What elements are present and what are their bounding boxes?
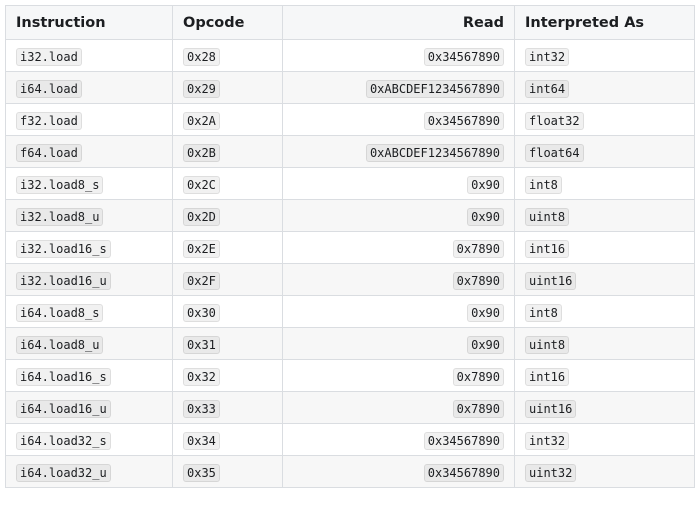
opcode-cell (173, 40, 283, 72)
instruction-cell (6, 328, 173, 360)
interpreted-as-code: uint16 (525, 400, 576, 418)
interpreted-as-cell (515, 328, 695, 360)
opcode-cell (173, 296, 283, 328)
read-code: 0x34567890 (424, 48, 504, 66)
interpreted-as-code: uint16 (525, 272, 576, 290)
opcode-cell (173, 72, 283, 104)
opcode-code: 0x2A (183, 112, 220, 130)
opcode-cell (173, 392, 283, 424)
opcode-code: 0x35 (183, 464, 220, 482)
interpreted-as-code: int8 (525, 304, 562, 322)
interpreted-as-cell (515, 232, 695, 264)
interpreted-as-cell (515, 424, 695, 456)
read-cell (283, 40, 515, 72)
opcode-code: 0x2C (183, 176, 220, 194)
read-cell (283, 264, 515, 296)
table-row (6, 360, 695, 392)
load-instructions-table (5, 5, 695, 488)
header-interpreted-as: Interpreted As (515, 6, 695, 40)
instruction-cell (6, 424, 173, 456)
header-read: Read (283, 6, 515, 40)
read-cell (283, 328, 515, 360)
interpreted-as-code: int32 (525, 432, 569, 450)
opcode-code: 0x29 (183, 80, 220, 98)
opcode-cell (173, 200, 283, 232)
table-row (6, 264, 695, 296)
read-cell (283, 456, 515, 488)
read-code: 0x90 (467, 208, 504, 226)
instruction-cell (6, 232, 173, 264)
read-code: 0x7890 (453, 272, 504, 290)
interpreted-as-cell (515, 104, 695, 136)
interpreted-as-code: int8 (525, 176, 562, 194)
opcode-code: 0x2D (183, 208, 220, 226)
instruction-cell (6, 168, 173, 200)
opcode-code: 0x31 (183, 336, 220, 354)
read-code: 0x7890 (453, 368, 504, 386)
instruction-code: i32.load8_s (16, 176, 103, 194)
header-opcode: Opcode (173, 6, 283, 40)
instruction-cell (6, 104, 173, 136)
opcode-cell (173, 168, 283, 200)
opcode-code: 0x2E (183, 240, 220, 258)
instruction-cell (6, 200, 173, 232)
opcode-cell (173, 232, 283, 264)
read-cell (283, 392, 515, 424)
table-row (6, 168, 695, 200)
opcode-code: 0x34 (183, 432, 220, 450)
read-code: 0x90 (467, 176, 504, 194)
read-cell (283, 104, 515, 136)
table-row (6, 104, 695, 136)
read-code: 0x90 (467, 304, 504, 322)
table-row (6, 296, 695, 328)
read-cell (283, 296, 515, 328)
interpreted-as-cell (515, 264, 695, 296)
read-code: 0xABCDEF1234567890 (366, 80, 504, 98)
instruction-cell (6, 392, 173, 424)
instruction-cell (6, 456, 173, 488)
opcode-cell (173, 360, 283, 392)
table-row (6, 200, 695, 232)
interpreted-as-cell (515, 296, 695, 328)
read-cell (283, 136, 515, 168)
instruction-code: i32.load (16, 48, 82, 66)
instruction-cell (6, 136, 173, 168)
opcode-cell (173, 104, 283, 136)
opcode-code: 0x32 (183, 368, 220, 386)
interpreted-as-cell (515, 136, 695, 168)
instruction-code: f32.load (16, 112, 82, 130)
interpreted-as-code: float32 (525, 112, 584, 130)
read-code: 0x34567890 (424, 112, 504, 130)
table-row (6, 424, 695, 456)
instruction-cell (6, 360, 173, 392)
instruction-code: i64.load16_s (16, 368, 111, 386)
table-row (6, 40, 695, 72)
instruction-code: i64.load (16, 80, 82, 98)
opcode-code: 0x28 (183, 48, 220, 66)
opcode-cell (173, 456, 283, 488)
instruction-code: i32.load16_u (16, 272, 111, 290)
read-code: 0x34567890 (424, 432, 504, 450)
instruction-code: i64.load8_u (16, 336, 103, 354)
interpreted-as-cell (515, 40, 695, 72)
read-cell (283, 168, 515, 200)
read-code: 0x90 (467, 336, 504, 354)
interpreted-as-code: uint8 (525, 336, 569, 354)
header-instruction: Instruction (6, 6, 173, 40)
interpreted-as-cell (515, 168, 695, 200)
opcode-cell (173, 136, 283, 168)
instruction-code: i32.load16_s (16, 240, 111, 258)
read-cell (283, 200, 515, 232)
read-code: 0x7890 (453, 400, 504, 418)
instruction-code: i64.load32_u (16, 464, 111, 482)
interpreted-as-cell (515, 456, 695, 488)
table-row (6, 328, 695, 360)
read-cell (283, 232, 515, 264)
read-cell (283, 360, 515, 392)
table-row (6, 456, 695, 488)
instruction-cell (6, 72, 173, 104)
interpreted-as-code: uint8 (525, 208, 569, 226)
interpreted-as-cell (515, 200, 695, 232)
interpreted-as-code: int64 (525, 80, 569, 98)
opcode-cell (173, 264, 283, 296)
instruction-cell (6, 40, 173, 72)
table-header-row (6, 6, 695, 40)
instruction-code: i32.load8_u (16, 208, 103, 226)
table-row (6, 392, 695, 424)
read-code: 0xABCDEF1234567890 (366, 144, 504, 162)
instruction-cell (6, 296, 173, 328)
read-code: 0x34567890 (424, 464, 504, 482)
opcode-code: 0x30 (183, 304, 220, 322)
read-cell (283, 72, 515, 104)
table-row (6, 72, 695, 104)
instruction-cell (6, 264, 173, 296)
opcode-code: 0x2F (183, 272, 220, 290)
interpreted-as-code: uint32 (525, 464, 576, 482)
instruction-code: i64.load32_s (16, 432, 111, 450)
instruction-code: f64.load (16, 144, 82, 162)
interpreted-as-code: float64 (525, 144, 584, 162)
opcode-cell (173, 328, 283, 360)
interpreted-as-code: int16 (525, 240, 569, 258)
interpreted-as-cell (515, 392, 695, 424)
interpreted-as-code: int16 (525, 368, 569, 386)
instruction-code: i64.load16_u (16, 400, 111, 418)
opcode-code: 0x33 (183, 400, 220, 418)
opcode-cell (173, 424, 283, 456)
interpreted-as-cell (515, 360, 695, 392)
table-row (6, 136, 695, 168)
table-row (6, 232, 695, 264)
interpreted-as-code: int32 (525, 48, 569, 66)
interpreted-as-cell (515, 72, 695, 104)
instruction-code: i64.load8_s (16, 304, 103, 322)
read-code: 0x7890 (453, 240, 504, 258)
opcode-code: 0x2B (183, 144, 220, 162)
read-cell (283, 424, 515, 456)
